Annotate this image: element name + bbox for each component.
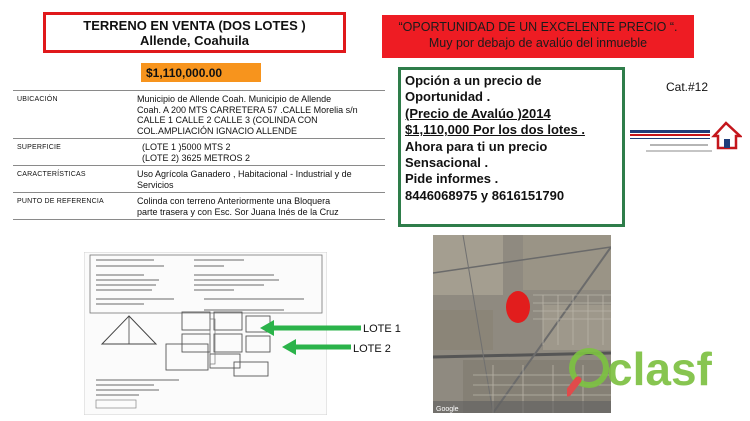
table-row — [13, 139, 385, 166]
listing-location: Allende, Coahuila — [139, 33, 250, 48]
house-door-icon — [724, 139, 730, 148]
magnifier-handle-icon — [568, 380, 578, 393]
row-label: UBICACIÓN — [13, 91, 133, 139]
realty-logo — [630, 118, 742, 158]
promo-banner — [382, 15, 694, 58]
table-row — [13, 166, 385, 193]
row-value — [133, 193, 385, 220]
offer-line: Oportunidad . — [405, 89, 491, 105]
price-tag: $1,110,000.00 — [141, 63, 261, 82]
plot-sketch-document — [84, 252, 327, 415]
offer-line: Opción a un precio de — [405, 73, 542, 88]
value-line: Servicios — [137, 179, 174, 190]
offer-line: (Precio de Avalúo )2014 — [405, 105, 551, 121]
lote2-label: LOTE 2 — [353, 343, 391, 355]
row-label: SUPERFICIE — [13, 139, 133, 166]
value-line: Colinda con terreno Anteriormente una Bloquera — [137, 196, 331, 206]
location-marker — [506, 291, 530, 323]
logo-tagline-mark — [650, 144, 708, 146]
map-attribution: Google — [436, 406, 459, 413]
value-line: (LOTE 1 )5000 MTS 2 — [142, 142, 231, 152]
promo-subline: Muy por debajo de avalúo del inmueble — [428, 36, 648, 50]
offer-line: Pide informes . — [405, 171, 499, 187]
offer-line: Sensacional . — [405, 155, 489, 171]
property-info-table — [13, 90, 385, 220]
lote1-label: LOTE 1 — [363, 323, 401, 335]
clasf-watermark — [567, 341, 737, 403]
offer-box — [398, 67, 625, 227]
listing-title-box — [43, 12, 346, 53]
catalog-number: Cat.#12 — [666, 80, 709, 94]
value-line: Coah. A 200 MTS CARRETERA 57 .CALLE Morelia s/n — [137, 104, 358, 115]
offer-line: $1,110,000 Por los dos lotes . — [405, 122, 585, 138]
table-row — [13, 91, 385, 139]
value-line: Uso Agrícola Ganadero , Habitacional - Industrial y de — [137, 169, 352, 179]
logo-stripe-blue — [630, 130, 710, 133]
promo-headline: “OPORTUNIDAD DE UN EXCELENTE PRECIO “. — [398, 20, 678, 34]
table-row — [13, 193, 385, 220]
listing-title: TERRENO EN VENTA (DOS LOTES ) — [83, 18, 306, 33]
row-value — [133, 91, 385, 139]
row-label: CARACTERÍSTICAS — [13, 166, 133, 193]
value-line: Municipio de Allende Coah. Municipio de Allende — [137, 94, 332, 104]
row-label: PUNTO DE REFERENCIA — [13, 193, 133, 220]
row-value — [133, 166, 385, 193]
watermark-text: clasf — [607, 343, 712, 395]
value-line: (LOTE 2) 3625 METROS 2 — [142, 152, 251, 163]
logo-tagline-mark — [646, 150, 712, 152]
offer-line: Ahora para ti un precio — [405, 138, 548, 154]
value-line: parte trasera y con Esc. Sor Juana Inés de la Cruz — [137, 206, 339, 217]
offer-phone: 8446068975 y 8616151790 — [405, 187, 565, 203]
logo-stripe-red — [630, 134, 710, 136]
value-line: COL.AMPLIACIÓN IGNACIO ALLENDE — [137, 125, 298, 136]
value-line: CALLE 1 CALLE 2 CALLE 3 (COLINDA CON — [137, 115, 318, 125]
logo-stripe-thin — [630, 138, 710, 139]
row-value — [133, 139, 385, 166]
